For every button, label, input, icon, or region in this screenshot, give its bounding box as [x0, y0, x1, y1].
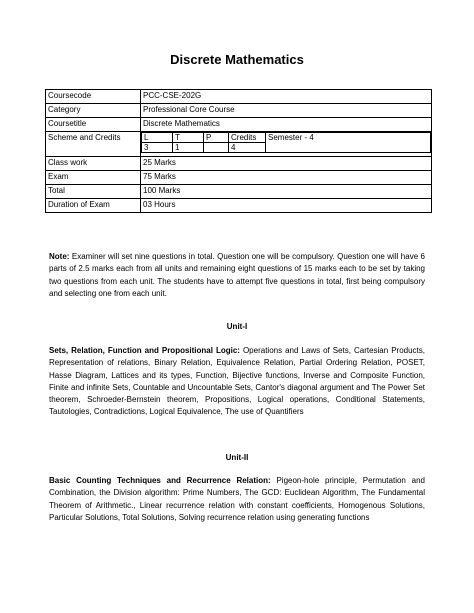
total-value: 100 Marks [141, 185, 432, 199]
table-row [46, 199, 432, 213]
scheme-cell [141, 132, 432, 157]
unit-1-heading: Unit-I [226, 322, 248, 331]
unit-2-topic: Basic Counting Techniques and Recurrence Relation: [49, 476, 271, 485]
scheme-header-semester: Semester - 4 [266, 133, 431, 143]
classwork-value: 25 Marks [141, 157, 432, 171]
scheme-header-t: T [173, 133, 204, 143]
unit-2-heading: Unit-II [225, 453, 249, 462]
scheme-value-semester [266, 143, 431, 153]
classwork-label: Class work [46, 157, 141, 171]
table-row [46, 104, 432, 118]
scheme-inner-table [141, 132, 431, 153]
table-row [46, 118, 432, 132]
scheme-header-p: P [204, 133, 229, 143]
table-row [46, 157, 432, 171]
duration-label: Duration of Exam [46, 199, 141, 213]
exam-label: Exam [46, 171, 141, 185]
scheme-value-l: 3 [142, 143, 173, 153]
scheme-label: Scheme and Credits [46, 132, 141, 157]
note-label: Note: [49, 252, 70, 261]
coursecode-value: PCC-CSE-202G [141, 90, 432, 104]
coursecode-label: Coursecode [46, 90, 141, 104]
coursetitle-value: Discrete Mathematics [141, 118, 432, 132]
scheme-value-p [204, 143, 229, 153]
exam-value: 75 Marks [141, 171, 432, 185]
page-title: Discrete Mathematics [170, 52, 304, 67]
unit-2-text: Pigeon-hole principle, Permutation and Combination, the Division algorithm: Prime Numbers, The GCD: Euclidean Algorithm, The Fundamental Theorem of Arithmetic., Linear recurrence relation with constant coefficients, Homogenous Solutions, Particular Solutions, Total Solutions, Solving recurrence relation using generating functions [49, 476, 426, 522]
category-label: Category [46, 104, 141, 118]
table-row [46, 171, 432, 185]
category-value: Professional Core Course [141, 104, 432, 118]
duration-value: 03 Hours [141, 199, 432, 213]
scheme-header-l: L [142, 133, 173, 143]
unit-1-text: Operations and Laws of Sets, Cartesian Products, Representation of relations, Binary Relation, Equivalence Relation, Partial Ordering Relation, POSET, Hasse Diagram, Lattices and its types, Function, Bijective functions, Inverse and Composite Function, Finite and infinite Sets, Countable and Uncountable Sets, Cantor's diagonal argument and The Power Set theorem, Schroeder-Bernstein theorem, Propositions, Logical operations, Conditional Statements, Tautologies, Contradictions, Logical Equivalence, The use of Quantifiers [49, 346, 425, 417]
unit-2-paragraph [49, 475, 425, 524]
scheme-value-t: 1 [173, 143, 204, 153]
table-row [46, 185, 432, 199]
scheme-header-credits: Credits [229, 133, 266, 143]
table-row [46, 132, 432, 157]
unit-1-paragraph [49, 345, 425, 419]
scheme-value-credits: 4 [229, 143, 266, 153]
note-text: Examiner will set nine questions in total. Question one will be compulsory. Question one will have 6 parts of 2.5 marks each from all units and remaining eight questions of 15 marks each to be set by taking two questions from each unit. The students have to attempt five questions in total, first being compulsory and selecting one from each unit. [49, 252, 425, 298]
course-info-table [45, 89, 432, 213]
table-row [46, 90, 432, 104]
note-paragraph [49, 251, 425, 300]
total-label: Total [46, 185, 141, 199]
unit-1-topic: Sets, Relation, Function and Propositional Logic: [49, 346, 240, 355]
coursetitle-label: Coursetitle [46, 118, 141, 132]
